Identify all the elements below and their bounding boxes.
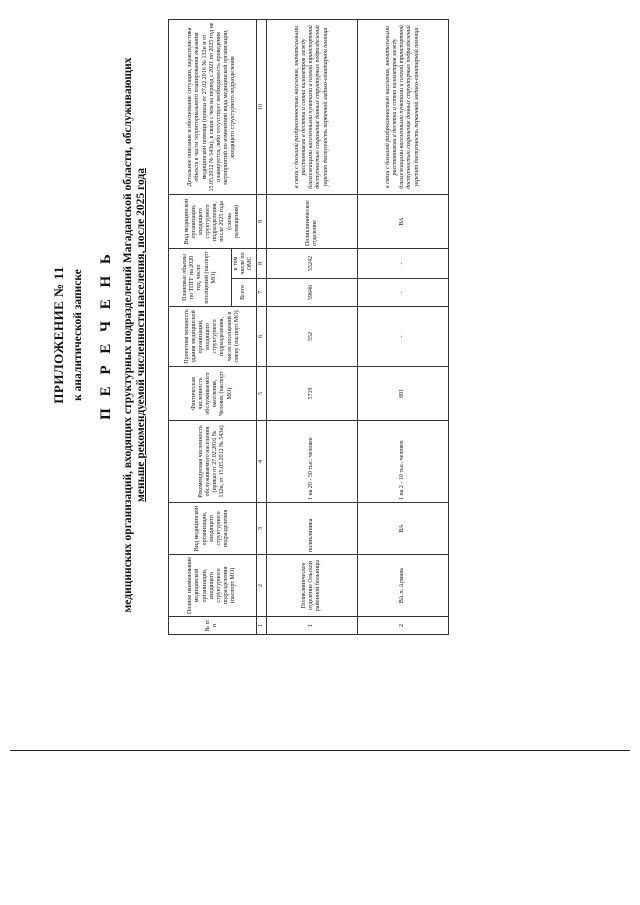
document-page [50, 15, 490, 655]
column-number: 5 [256, 367, 266, 421]
col-header: Полное наименование медицинской организации, входящего структурного подразделения (паспорт МО) [169, 555, 257, 617]
subcol-header: Всего [232, 279, 257, 307]
list-title [122, 15, 148, 655]
col-header: Рекомендуемая численность обслуживаемого населения (приказ от 27.02.2016 № 132н, от 15.05.2012 № 543н) [169, 421, 257, 503]
col-header: Фактическая численность обслуживаемого населения, Человек (паспорт МО) [169, 367, 257, 421]
column-number: 4 [256, 421, 266, 503]
appendix-title: ПРИЛОЖЕНИЕ № 11 [51, 266, 66, 404]
organizations-table [168, 19, 449, 635]
plan-oms: 55242 [266, 249, 357, 279]
situation-description: в связи с большой разбросанностью населения, значительными расстояниями в десятки и сотни километров между близлежащими населенными пунктами и плохой транспортной доступностью сохранение данных структурных подразделений укрепит доступность первичной медико-санитарной помощи [266, 20, 357, 195]
appendix-subtitle: к аналитической записке [72, 269, 84, 401]
plan-total: 59646 [266, 279, 357, 307]
actual-population: 5719 [266, 367, 357, 421]
plan-total: - [357, 279, 448, 307]
col-header: Проектная мощность здания медицинской организации, входящего структурного подразделения, число посещений в смену (паспорт МО) [169, 307, 257, 367]
row-number: 1 [266, 617, 357, 635]
col-header: Вид медицинской организации, входящего структурного подразделения, после 2025 года (схема размещения) [169, 195, 257, 249]
col-header: Детальное описание и обоснование ситуации, характеристика объекта в части территориального планирования оказания медицинской помощи (приказ от 27.02.2016 № 132н и от 15.05.2012 № 543н), в связи с чем на период с 2021 по 2025 год не планируется, либо отсутствует необходимость проведения мероприятий по изменению вида медицинской организации, входящего структурного подразделения [169, 20, 257, 195]
column-number: 1 [256, 617, 266, 635]
column-number-row [256, 20, 266, 635]
org-name: ВА п. Армань [357, 555, 448, 617]
table-row [357, 20, 448, 635]
list-heading: П Е Р Е Ч Е Н Ь [98, 250, 114, 420]
plan-oms: - [357, 249, 448, 279]
situation-description: в связи с большой разбросанностью населения, значительными расстояниями в десятки и сотни километров между близлежащими населенными пунктами и плохой транспортной доступностью сохранение данных структурных подразделений укрепит доступность первичной медико-санитарной помощи [357, 20, 448, 195]
recommended-population: 1 на 20 - 50 тыс. человек [266, 421, 357, 503]
org-type-after-2025: Поликлиническое отделение [266, 195, 357, 249]
column-number: 8 [256, 249, 266, 279]
column-number: 6 [256, 307, 266, 367]
org-type-after-2025: ВА [357, 195, 448, 249]
subcol-header: в том числе по ОМС [232, 249, 257, 279]
org-name: Поликлиническое отделение Ольской районной больницы [266, 555, 357, 617]
list-title-line2: меньше рекомендуемой численности населения, после 2025 года [135, 168, 148, 502]
column-number: 3 [256, 503, 266, 555]
col-header: № п/п [169, 617, 257, 635]
list-title-line1: медицинских организаций, входящих структурных подразделений Магаданской области, обслуживающих [122, 57, 134, 613]
org-type: ВА [357, 503, 448, 555]
col-header: Вид медицинской организации, входящего структурного подразделения [169, 503, 257, 555]
column-number: 10 [256, 20, 266, 195]
design-capacity: 552 [266, 307, 357, 367]
table-header-row [169, 20, 232, 635]
column-number: 7 [256, 279, 266, 307]
row-number: 2 [357, 617, 448, 635]
column-number: 2 [256, 555, 266, 617]
actual-population: 891 [357, 367, 448, 421]
recommended-population: 1 на 2 - 10 тыс. человек [357, 421, 448, 503]
column-number: 9 [256, 195, 266, 249]
table-row [266, 20, 357, 635]
col-header: Плановые объемы по ТПГГ на 2020 год, число посещений (паспорт МО) [169, 249, 232, 307]
page-divider [10, 750, 630, 751]
org-type: поликлиника [266, 503, 357, 555]
design-capacity: - [357, 307, 448, 367]
